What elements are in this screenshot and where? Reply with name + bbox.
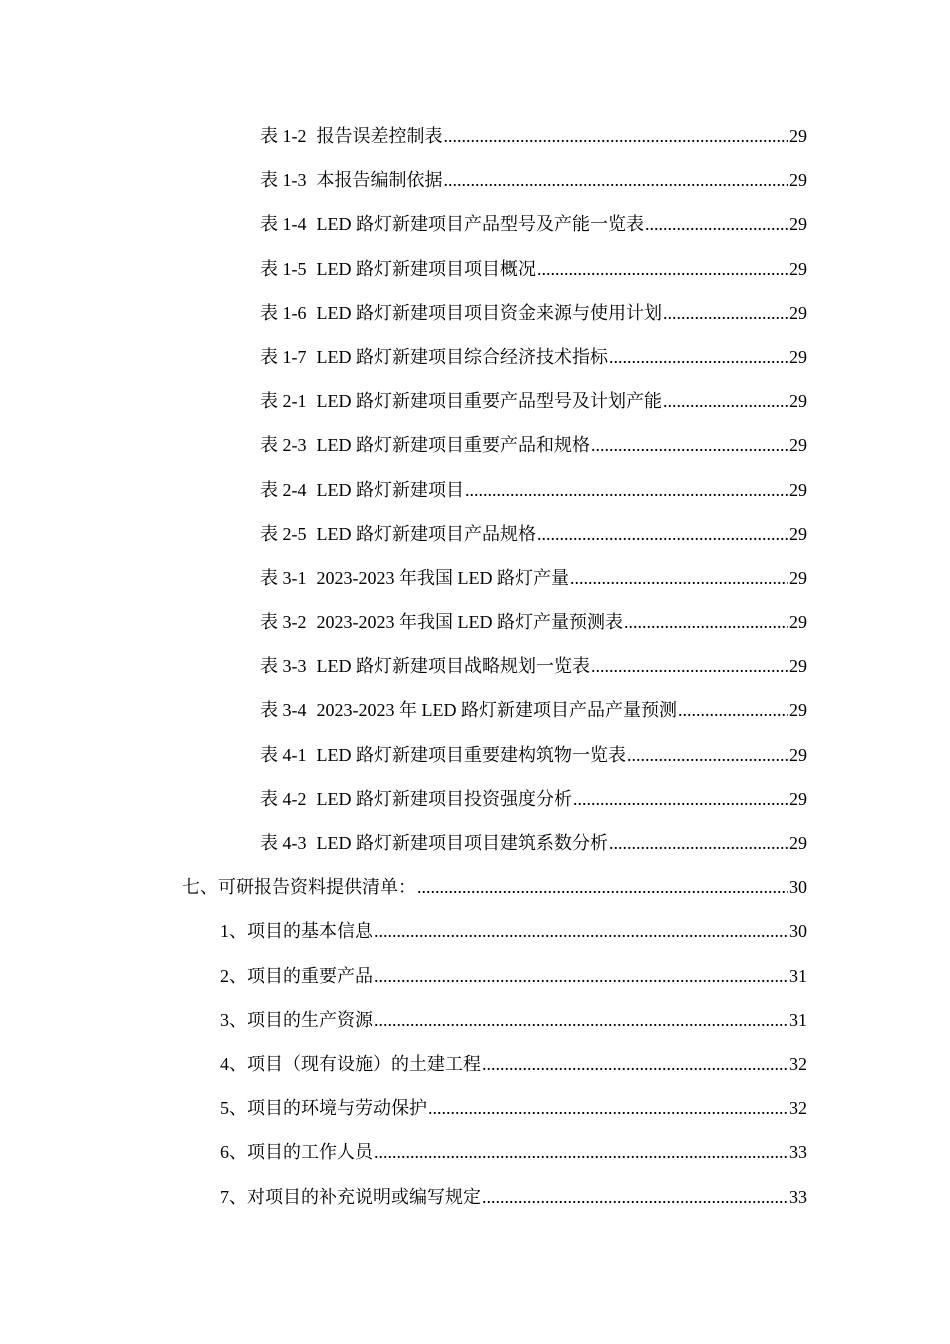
toc-entry-title: 2023-2023 年 LED 路灯新建项目产品产量预测 [316,700,677,721]
toc-entry-table[interactable] [0,114,950,158]
toc-entry-title: LED 路灯新建项目战略规划一览表 [316,656,590,677]
toc-entry-table[interactable] [0,688,950,732]
toc-entry-title: 5、项目的环境与劳动保护 [220,1098,427,1119]
toc-entry-title: 本报告编制依据 [316,170,443,191]
toc-table-number: 表 1-2 [260,126,307,146]
toc-dot-leader [591,423,788,467]
toc-entry-title: LED 路灯新建项目产品型号及产能一览表 [316,214,644,235]
toc-entry-title: 2023-2023 年我国 LED 路灯产量预测表 [316,612,623,633]
toc-entry-title: 1、项目的基本信息 [220,921,373,942]
toc-page-number: 29 [789,744,807,765]
toc-page-number: 31 [789,965,807,986]
toc-entry-item[interactable] [0,998,950,1042]
toc-page-number: 33 [789,1186,807,1207]
toc-page-number: 29 [789,126,807,146]
toc-entry-table[interactable] [0,158,950,202]
toc-dot-leader [374,1130,788,1174]
toc-dot-leader [624,600,788,644]
toc-entry-title: LED 路灯新建项目综合经济技术指标 [316,346,608,367]
toc-page-number: 32 [789,1053,807,1074]
toc-page-number: 29 [789,170,807,191]
toc-dot-leader [374,954,788,998]
toc-dot-leader [465,468,788,512]
toc-table-number: 表 3-4 [260,700,307,721]
toc-entry-title: LED 路灯新建项目投资强度分析 [316,788,572,809]
toc-entry-title: LED 路灯新建项目重要建构筑物一览表 [316,744,626,765]
toc-entry-table[interactable] [0,512,950,556]
toc-entry-table[interactable] [0,247,950,291]
toc-page-number: 29 [789,258,807,279]
toc-entry-item[interactable] [0,909,950,953]
toc-entry-item[interactable] [0,1086,950,1130]
toc-page-number: 29 [789,612,807,633]
toc-dot-leader [482,1042,788,1086]
toc-table-number: 表 2-1 [260,391,307,412]
toc-page-number: 29 [789,656,807,677]
toc-entry-title: 7、对项目的补充说明或编写规定 [220,1186,481,1207]
toc-table-number: 表 1-4 [260,214,307,235]
toc-entry-table[interactable] [0,644,950,688]
toc-entry-title: 2、项目的重要产品 [220,965,373,986]
toc-page-number: 29 [789,435,807,456]
toc-dot-leader [444,158,789,202]
toc-page-number: 31 [789,1009,807,1030]
toc-dot-leader [537,512,788,556]
toc-entry-table[interactable] [0,291,950,335]
toc-entry-item[interactable] [0,1130,950,1174]
toc-entry-title: 6、项目的工作人员 [220,1142,373,1163]
toc-entry-item[interactable] [0,1042,950,1086]
toc-dot-leader [444,114,789,158]
toc-entry-title: LED 路灯新建项目项目建筑系数分析 [316,833,608,853]
toc-page-number: 29 [789,523,807,544]
toc-table-number: 表 1-6 [260,302,307,323]
toc-page-number: 30 [789,877,807,898]
toc-entry-table[interactable] [0,335,950,379]
toc-table-number: 表 1-5 [260,258,307,279]
toc-table-number: 表 4-2 [260,788,307,809]
toc-dot-leader [417,865,788,909]
toc-page-number: 33 [789,1142,807,1163]
toc-dot-leader [678,688,788,732]
toc-dot-leader [627,733,788,777]
toc-table-number: 表 2-4 [260,479,307,500]
toc-table-number: 表 4-3 [260,833,307,853]
toc-entry-table[interactable] [0,379,950,423]
toc-table-number: 表 3-1 [260,567,307,588]
toc-entry-title: 4、项目（现有设施）的土建工程 [220,1053,481,1074]
toc-page-number: 29 [789,346,807,367]
toc-entry-table[interactable] [0,202,950,246]
toc-page-number: 29 [789,302,807,323]
toc-page-number: 29 [789,700,807,721]
toc-dot-leader [645,202,788,246]
toc-entry-title: LED 路灯新建项目产品规格 [316,523,536,544]
toc-page-number: 29 [789,479,807,500]
toc-dot-leader [570,556,788,600]
toc-section-title: 七、可研报告资料提供清单： [182,877,416,898]
toc-entry-title: LED 路灯新建项目重要产品和规格 [316,435,590,456]
table-of-contents [0,114,950,1219]
toc-table-number: 表 1-7 [260,346,307,367]
toc-dot-leader [609,335,788,379]
toc-dot-leader [609,821,788,865]
toc-dot-leader [573,777,788,821]
toc-dot-leader [663,291,788,335]
toc-entry-table[interactable] [0,600,950,644]
toc-entry-item[interactable] [0,1175,950,1219]
toc-page-number: 29 [789,391,807,412]
toc-dot-leader [374,998,788,1042]
toc-dot-leader [663,379,788,423]
toc-entry-table[interactable] [0,423,950,467]
toc-entry-table[interactable] [0,733,950,777]
toc-entry-title: 3、项目的生产资源 [220,1009,373,1030]
toc-entry-title: LED 路灯新建项目项目概况 [316,258,536,279]
toc-table-number: 表 4-1 [260,744,307,765]
toc-entry-title: 2023-2023 年我国 LED 路灯产量 [316,567,569,588]
toc-entry-section[interactable] [0,865,950,909]
toc-entry-title: LED 路灯新建项目 [316,479,464,500]
toc-table-number: 表 3-2 [260,612,307,633]
toc-page-number: 29 [789,833,807,853]
toc-dot-leader [428,1086,788,1130]
toc-entry-item[interactable] [0,954,950,998]
toc-entry-table[interactable] [0,556,950,600]
toc-entry-title: 报告误差控制表 [316,126,443,146]
toc-table-number: 表 2-5 [260,523,307,544]
toc-entry-title: LED 路灯新建项目项目资金来源与使用计划 [316,302,662,323]
toc-entry-table[interactable] [0,468,950,512]
toc-table-number: 表 1-3 [260,170,307,191]
toc-page-number: 29 [789,788,807,809]
toc-page-number: 30 [789,921,807,942]
toc-page-number: 32 [789,1098,807,1119]
toc-dot-leader [374,909,788,953]
toc-entry-table[interactable] [0,777,950,821]
toc-page-number: 29 [789,214,807,235]
toc-entry-table[interactable] [0,821,950,865]
toc-table-number: 表 3-3 [260,656,307,677]
toc-table-number: 表 2-3 [260,435,307,456]
toc-dot-leader [482,1175,788,1219]
toc-page-number: 29 [789,567,807,588]
toc-entry-title: LED 路灯新建项目重要产品型号及计划产能 [316,391,662,412]
toc-dot-leader [537,247,788,291]
toc-dot-leader [591,644,788,688]
